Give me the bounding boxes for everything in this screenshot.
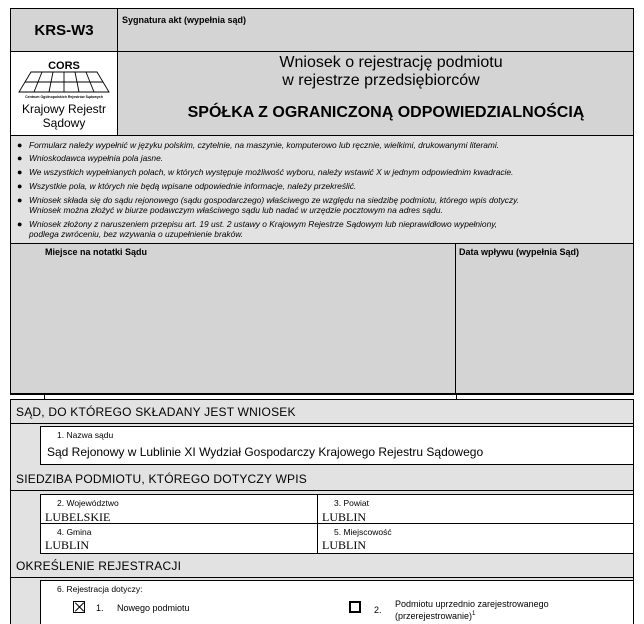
divider bbox=[10, 577, 634, 578]
receipt-date-label: Data wpływu (wypełnia Sąd) bbox=[459, 247, 580, 257]
registration-section-title: OKREŚLENIE REJESTRACJI bbox=[16, 559, 182, 573]
bullet-icon: ● bbox=[17, 195, 23, 205]
county-field[interactable] bbox=[318, 494, 634, 524]
voivodeship-label: 2. Województwo bbox=[57, 498, 119, 508]
bullet-icon: ● bbox=[17, 153, 23, 163]
re-registration-number: 2. bbox=[374, 605, 382, 615]
divider bbox=[10, 490, 634, 491]
municipality-field[interactable] bbox=[40, 524, 318, 554]
locality-field[interactable] bbox=[318, 524, 634, 554]
locality-label: 5. Miejscowość bbox=[334, 527, 392, 537]
bullet-icon: ● bbox=[17, 140, 23, 150]
divider bbox=[10, 394, 634, 395]
footnote-marker: 1 bbox=[472, 611, 476, 617]
bullet-icon: ● bbox=[17, 181, 23, 191]
registration-type-field bbox=[40, 580, 634, 624]
form-title-box bbox=[118, 52, 634, 136]
re-registration-label-line2: (przerejestrowanie) bbox=[395, 611, 473, 621]
bullet-icon: ● bbox=[17, 167, 23, 177]
form-title-line1: Wniosek o rejestrację podmiotu bbox=[279, 54, 503, 71]
new-entity-label: Nowego podmiotu bbox=[117, 603, 190, 613]
form-title-line2: w rejestrze przedsiębiorców bbox=[282, 72, 480, 89]
court-name-value: Sąd Rejonowy w Lublinie XI Wydział Gospodarczy Krajowego Rejestru Sądowego bbox=[47, 445, 484, 459]
bullet-icon: ● bbox=[17, 219, 23, 229]
court-name-field[interactable] bbox=[40, 426, 634, 465]
logo-title-line1: Krajowy Rejestr bbox=[21, 102, 107, 116]
new-entity-number: 1. bbox=[96, 603, 104, 613]
cors-logo-icon bbox=[11, 56, 117, 98]
county-label: 3. Powiat bbox=[334, 498, 369, 508]
krs-logo bbox=[10, 52, 118, 136]
divider bbox=[10, 423, 634, 424]
re-registration-label-line1: Podmiotu uprzednio zarejestrowanego bbox=[395, 599, 549, 609]
form-title-entity-type: SPÓŁKA Z OGRANICZONĄ ODPOWIEDZIALNOŚCIĄ bbox=[187, 104, 585, 121]
logo-title bbox=[11, 102, 117, 130]
locality-value: LUBLIN bbox=[322, 538, 366, 552]
form-code: KRS-W3 bbox=[34, 21, 94, 39]
form-code-box bbox=[10, 8, 118, 52]
signature-box bbox=[118, 8, 634, 52]
re-registration-label bbox=[395, 599, 549, 621]
voivodeship-value: LUBELSKIE bbox=[45, 510, 111, 524]
municipality-value: LUBLIN bbox=[45, 538, 89, 552]
instructions-box: ● Formularz należy wypełnić w języku polskim, czytelnie, na maszynie, komputerowo lub ręcznie, wielkimi, drukowanymi literami. ● Wnioskodawca wypełnia pola jasne. ● We wszystkich wypełnianych polach, w których występuje możliwość wyboru, należy wstawić X w jednym odpowiednim kwadracie. ● Wszystkie pola, w których nie będą wpisane odpowiednie informacje, należy przekreślić. ● Wniosek składa się do sądu rejonowego (sądu gospodarczego) właściwego ze względu na siedzibę podmiotu, którego wpis dotyczy. Wniosek można złożyć w biurze podawczym właściwego sądu lub nadać w urzędzie pocztowym na adres sądu. ● Wniosek złożony z naruszeniem przepisu art. 19 ust. 2 ustawy o Krajowym Rejestrze Sądowym lub nieprawidłowo wypełniony, podlega zwróceniu, bez wzywania o uzupełnienie braków. bbox=[10, 136, 634, 244]
signature-label: Sygnatura akt (wypełnia sąd) bbox=[122, 15, 247, 25]
logo-subtitle: Centrum Ogólnopolskich Rejestrów Sądowych bbox=[25, 95, 103, 99]
court-section-title: SĄD, DO KTÓREGO SKŁADANY JEST WNIOSEK bbox=[16, 405, 296, 419]
court-notes-area bbox=[10, 244, 456, 394]
court-name-label: 1. Nazwa sądu bbox=[57, 430, 114, 440]
county-value: LUBLIN bbox=[322, 510, 366, 524]
logo-brand: CORS bbox=[48, 60, 80, 72]
logo-title-line2: Sądowy bbox=[42, 116, 86, 130]
new-entity-checkbox[interactable] bbox=[73, 601, 85, 613]
court-notes-label: Miejsce na notatki Sądu bbox=[45, 247, 148, 257]
receipt-date-area bbox=[456, 244, 634, 394]
voivodeship-field[interactable] bbox=[40, 494, 318, 524]
municipality-label: 4. Gmina bbox=[57, 527, 92, 537]
seat-section-title: SIEDZIBA PODMIOTU, KTÓREGO DOTYCZY WPIS bbox=[16, 472, 307, 486]
re-registration-checkbox[interactable] bbox=[349, 601, 361, 613]
registration-type-label: 6. Rejestracja dotyczy: bbox=[57, 584, 143, 594]
